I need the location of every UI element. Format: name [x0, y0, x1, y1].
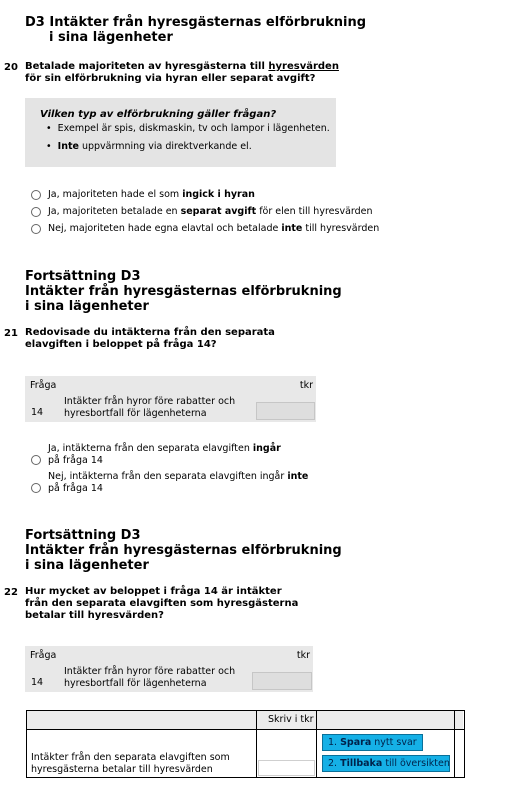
q20-option-3-label: Nej, majoriteten hade egna elavtal och betalade inte till hyresvärden — [48, 223, 380, 234]
table-header-tkr: tkr — [299, 380, 313, 391]
answer-grid — [26, 710, 465, 778]
q21-radio-2[interactable] — [31, 483, 41, 493]
question-22-line1: Hur mycket av beloppet i fråga 14 är intäkter — [25, 586, 282, 597]
question-21-line2: elavgiften i beloppet på fråga 14? — [25, 339, 217, 350]
grid-row-label: Intäkter från den separata elavgiften som hyresgästerna betalar till hyresvärden — [31, 752, 230, 775]
section-continuation-line1: Fortsättning D3 — [25, 269, 141, 284]
table-row-number: 14 — [31, 407, 44, 418]
grid-border — [26, 710, 27, 778]
grid-border — [26, 777, 465, 778]
q21-option-1-label: Ja, intäkterna från den separata elavgiften ingår på fråga 14 — [48, 443, 281, 466]
info-bullet-2: • Inte uppvärmning via direktverkande el. — [46, 141, 252, 152]
separate-fee-amount-input[interactable] — [258, 760, 315, 776]
info-bullet-1: • Exempel är spis, diskmaskin, tv och lampor i lägenheten. — [46, 123, 330, 134]
table-header-fraga: Fråga — [30, 650, 57, 661]
grid-border — [454, 710, 455, 778]
grid-border — [26, 710, 465, 711]
table-row-label: Intäkter från hyror före rabatter och hyresbortfall för lägenheterna — [64, 666, 236, 689]
section-continuation-line2: Intäkter från hyresgästernas elförbrukning — [25, 284, 342, 299]
bullet-icon: • — [46, 141, 52, 152]
section-continuation-line3: i sina lägenheter — [25, 299, 149, 314]
info-box-title: Vilken typ av elförbrukning gäller frågan? — [40, 109, 277, 120]
grid-border — [26, 729, 465, 730]
question-20-text — [25, 61, 339, 85]
section-continuation-2-line1: Fortsättning D3 — [25, 528, 141, 543]
back-to-overview-button[interactable]: 2. Tillbaka till översikten — [322, 755, 450, 772]
section-title-line2: i sina lägenheter — [49, 30, 173, 45]
question-20-line2: för sin elförbrukning via hyran eller separat avgift? — [25, 73, 316, 84]
q20-radio-3[interactable] — [31, 224, 41, 234]
hyresvarden-link[interactable]: hyresvärden — [268, 61, 339, 72]
q21-option-2-label: Nej, intäkterna från den separata elavgiften ingår inte på fråga 14 — [48, 471, 309, 494]
table-header-fraga: Fråga — [30, 380, 57, 391]
table-row-label: Intäkter från hyror före rabatter och hyresbortfall för lägenheterna — [64, 396, 236, 419]
table-header-tkr: tkr — [296, 650, 310, 661]
q20-option-2-label: Ja, majoriteten betalade en separat avgift för elen till hyresvärden — [48, 206, 373, 217]
q20-radio-2[interactable] — [31, 207, 41, 217]
q21-radio-1[interactable] — [31, 455, 41, 465]
question-21-text — [25, 327, 275, 351]
q20-radio-1[interactable] — [31, 190, 41, 200]
grid-border — [316, 710, 317, 778]
question-22-text — [25, 586, 298, 622]
reference-table-q14 — [25, 376, 316, 422]
question-22-line2: från den separata elavgiften som hyresgästerna — [25, 598, 299, 609]
grid-border — [256, 710, 257, 778]
section-continuation-title-2 — [25, 528, 342, 573]
save-button[interactable]: 1. Spara nytt svar — [322, 734, 423, 751]
q14-value-field-2 — [252, 672, 312, 690]
section-continuation-2-line3: i sina lägenheter — [25, 558, 149, 573]
q20-option-1-label: Ja, majoriteten hade el som ingick i hyran — [48, 189, 255, 200]
question-number-20: 20 — [4, 62, 18, 73]
grid-header-row — [27, 711, 463, 729]
info-box — [25, 98, 336, 167]
bullet-icon: • — [46, 123, 52, 134]
table-row-number: 14 — [31, 677, 44, 688]
question-number-22: 22 — [4, 587, 18, 598]
question-number-21: 21 — [4, 328, 18, 339]
question-21-line1: Redovisade du intäkterna från den separata — [25, 327, 275, 338]
section-title — [25, 15, 366, 45]
question-22-line3: betalar till hyresvärden? — [25, 610, 164, 621]
reference-table-q14-2 — [25, 646, 313, 692]
q14-value-field — [256, 402, 315, 420]
section-continuation-title — [25, 269, 342, 314]
section-title-line1: D3 Intäkter från hyresgästernas elförbrukning — [25, 15, 367, 30]
grid-header-skriv-i-tkr: Skriv i tkr — [268, 714, 314, 725]
grid-border — [464, 710, 465, 778]
section-continuation-2-line2: Intäkter från hyresgästernas elförbrukning — [25, 543, 342, 558]
question-20-line1: Betalade majoriteten av hyresgästerna till — [25, 61, 269, 72]
